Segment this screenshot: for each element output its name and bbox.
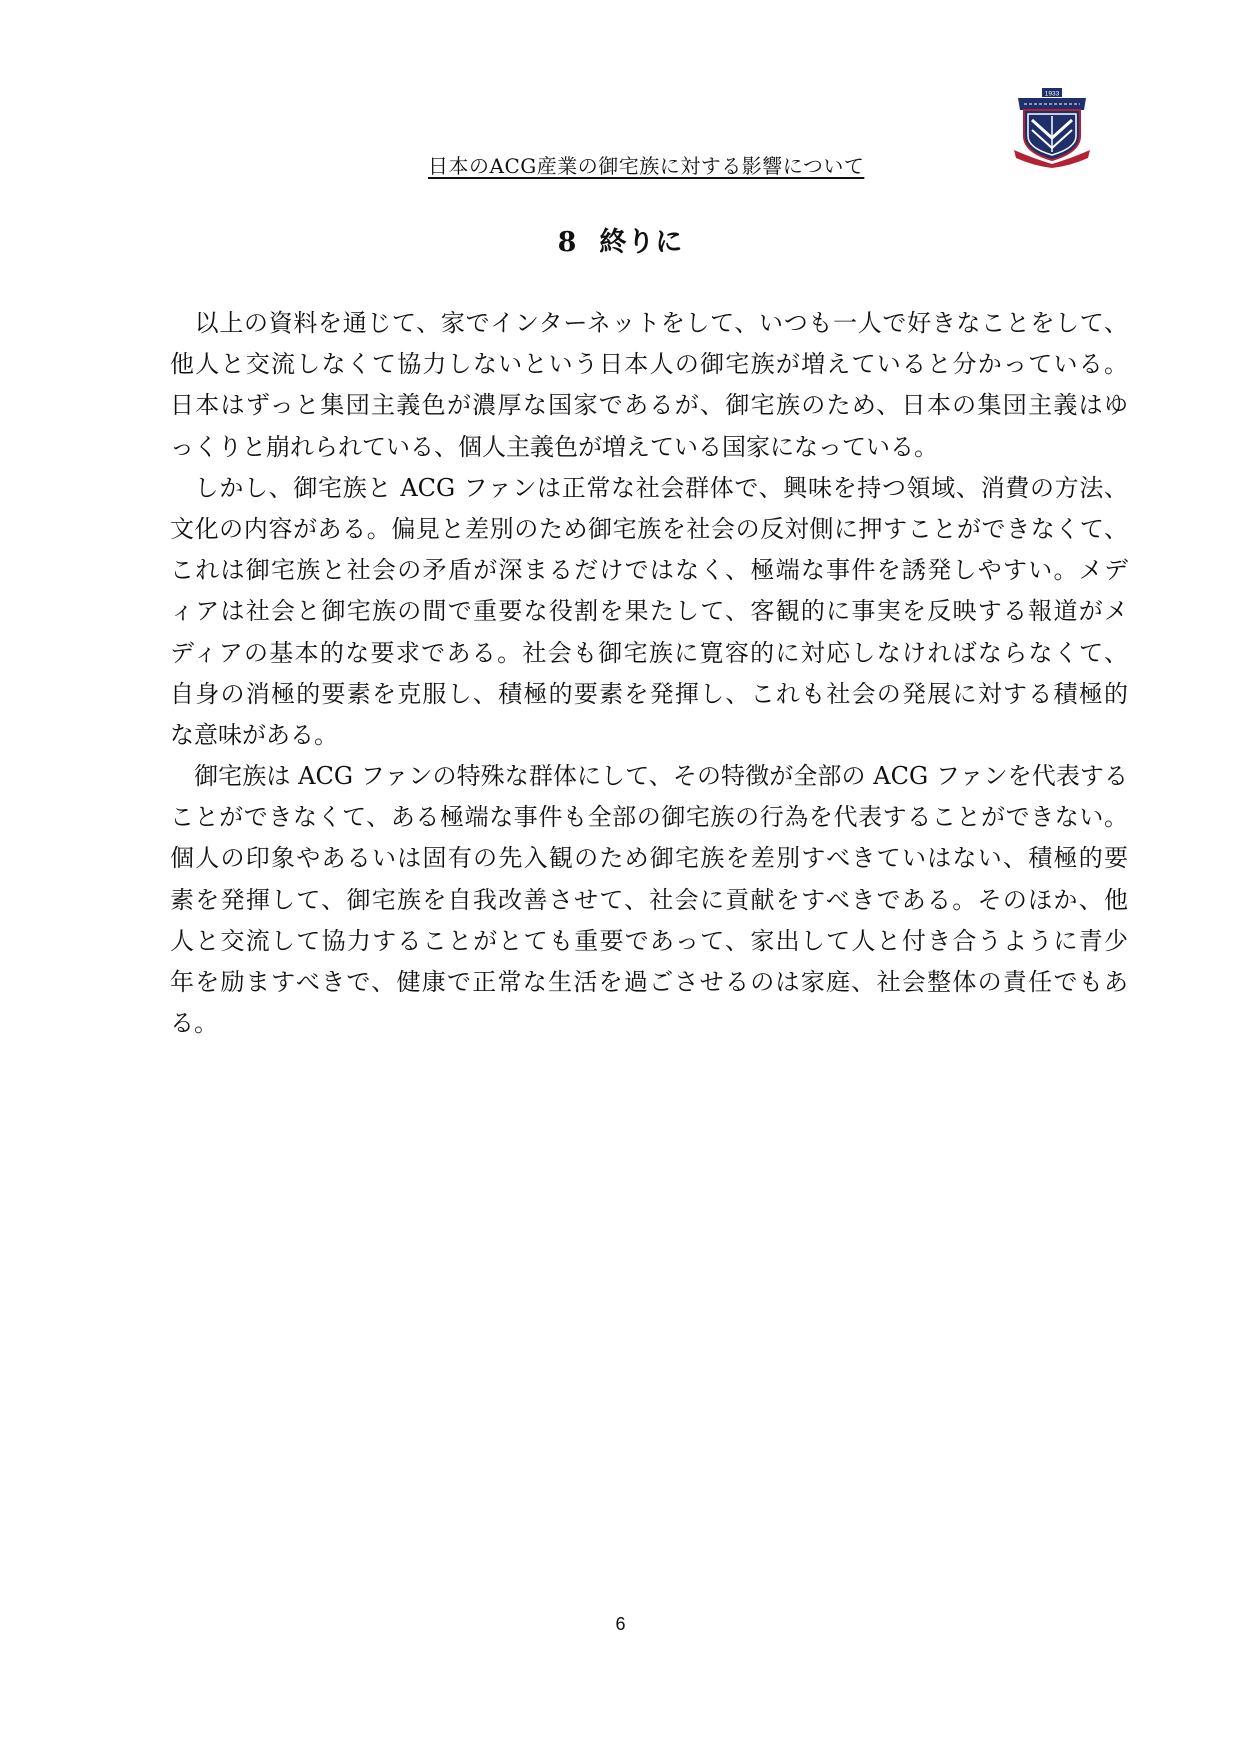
- running-header-title: 日本のACG産業の御宅族に対する影響について: [428, 154, 865, 178]
- body-line: 他人と交流しなくて協力しないという日本人の御宅族が増えていると分かっている。: [170, 350, 1128, 379]
- section-heading: [0, 220, 1241, 259]
- body-line: 御宅族は ACG ファンの特殊な群体にして、その特徴が全部の ACG ファンを代表する: [170, 762, 1128, 791]
- body-line: っくりと崩れられている、個人主義色が増えている国家になっている。: [170, 432, 938, 461]
- body-line: 年を励ますべきで、健康で正常な生活を過ごさせるのは家庭、社会整体の責任でもあ: [170, 968, 1128, 996]
- body-line: 自身の消極的要素を克服し、積極的要素を発揮し、これも社会の発展に対する積極的: [170, 679, 1128, 708]
- section-title: 終りに: [599, 227, 684, 258]
- body-line: ディアの基本的な要求である。社会も御宅族に寛容的に対応しなければならなくて、: [170, 638, 1128, 667]
- crest-year: 1933: [1044, 90, 1060, 98]
- body-line: な意味がある。: [170, 720, 338, 749]
- body-line: しかし、御宅族と ACG ファンは正常な社会群体で、興味を持つ領域、消費の方法、: [170, 473, 1128, 502]
- body-line: 文化の内容がある。偏見と差別のため御宅族を社会の反対側に押すことができなくて、: [170, 514, 1128, 543]
- body-line: 素を発揮して、御宅族を自我改善させて、社会に貢献をすべきである。そのほか、他: [170, 885, 1128, 914]
- body-text: [170, 303, 1128, 1044]
- body-line: 以上の資料を通じて、家でインターネットをして、いつも一人で好きなことをして、: [170, 309, 1128, 337]
- body-line: 日本はずっと集団主義色が濃厚な国家であるが、御宅族のため、日本の集団主義はゆ: [170, 391, 1128, 420]
- university-crest-icon: [1012, 86, 1092, 168]
- section-number: 8: [557, 227, 578, 258]
- body-line: 人と交流して協力することがとても重要であって、家出して人と付き合うように青少: [170, 926, 1128, 955]
- body-line: 個人の印象やあるいは固有の先入観のため御宅族を差別すべきていはない、積極的要: [170, 844, 1128, 873]
- body-line: る。: [170, 1009, 218, 1038]
- body-line: ことができなくて、ある極端な事件も全部の御宅族の行為を代表することができない。: [170, 803, 1128, 832]
- body-line: ィアは社会と御宅族の間で重要な役割を果たして、客観的に事実を反映する報道がメ: [170, 597, 1128, 626]
- page-number: 6: [615, 1614, 626, 1634]
- body-line: これは御宅族と社会の矛盾が深まるだけではなく、極端な事件を誘発しやすい。メデ: [170, 556, 1128, 585]
